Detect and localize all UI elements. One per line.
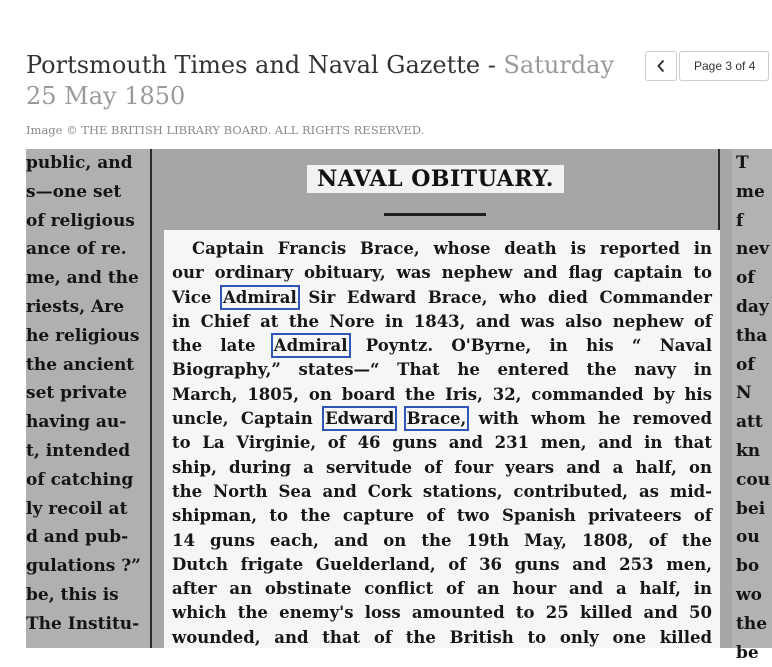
copyright-notice: Image © THE BRITISH LIBRARY BOARD. ALL RIGHTS RESERVED. — [26, 123, 425, 137]
search-hit-admiral[interactable]: Admiral — [273, 336, 348, 356]
line-rest: with whom he removed — [478, 409, 713, 429]
left-column-line: riests, Are — [26, 296, 125, 317]
left-column-line: s—one set — [26, 181, 122, 202]
article-body — [164, 230, 720, 650]
publication-name: Portsmouth Times and Naval Gazette — [26, 51, 481, 79]
article-line: March, 1805, on board the Iris, 32, commanded by his — [172, 384, 712, 404]
title-separator: - — [480, 51, 504, 79]
article-line: Dutch frigate Guelderland, of 36 guns and 253 men, — [172, 554, 712, 574]
line-prefix: the late — [172, 336, 256, 356]
right-column-line: wo — [736, 584, 762, 605]
article-line — [172, 334, 712, 358]
newspaper-scan[interactable] — [26, 149, 771, 663]
article-heading-band — [307, 165, 564, 193]
left-column-line: gulations ?” — [26, 556, 141, 577]
left-column-line: set private — [26, 383, 128, 404]
left-column-line: public, and — [26, 153, 133, 173]
right-column-line: the — [736, 613, 768, 634]
right-column-line: N — [736, 383, 752, 404]
line-prefix: uncle, Captain — [172, 409, 313, 429]
right-column-line: ou — [736, 527, 760, 548]
left-column-line: the ancient — [26, 354, 135, 375]
left-column-line: d and pub- — [26, 527, 129, 548]
article-line: which the enemy's loss amounted to 25 killed and 50 — [172, 603, 712, 623]
right-column-line: day — [736, 296, 769, 317]
page-title — [26, 50, 626, 112]
publication-date: Saturday 25 May 1850 — [26, 51, 615, 110]
article-line — [172, 407, 712, 431]
right-column-line: of — [736, 354, 755, 375]
line-rest: Poyntz. O'Byrne, in his “ Naval — [365, 336, 713, 356]
heading-rule — [384, 213, 486, 216]
article-line — [172, 286, 712, 310]
right-column-text — [732, 149, 772, 663]
right-column-line: tha — [736, 325, 768, 346]
right-column-line: of — [736, 268, 755, 289]
left-column-line: ance of re. — [26, 239, 127, 260]
article-line: to La Virginie, of 46 guns and 231 men, and in that — [172, 433, 712, 453]
article-highlight — [164, 230, 720, 648]
left-column-line: be, this is — [26, 584, 119, 605]
left-column-line: t, intended — [26, 440, 131, 461]
previous-page-button[interactable] — [645, 51, 677, 81]
left-column-line: of religious — [26, 210, 135, 231]
search-hit-brace[interactable]: Brace, — [406, 409, 467, 429]
right-column-line: T — [736, 153, 749, 173]
article-line: wounded, and that of the British to only one killed — [172, 627, 712, 647]
search-hit-admiral[interactable]: Admiral — [223, 287, 297, 307]
right-column-line: f — [736, 210, 744, 231]
left-column-line: ly recoil at — [26, 498, 128, 519]
chevron-left-icon — [656, 59, 666, 73]
article-heading: NAVAL OBITUARY. — [317, 166, 554, 192]
right-column-line: be — [736, 642, 759, 663]
article-line: Biography,” states—“ That he entered the navy in — [172, 360, 712, 380]
search-hit-edward[interactable]: Edward — [325, 409, 395, 429]
line-rest: Sir Edward Brace, who died Commander — [308, 287, 712, 307]
left-column-line: of catching — [26, 469, 134, 490]
left-column-line: having au- — [26, 412, 127, 433]
left-column-line: he religious — [26, 325, 140, 346]
right-column-line: nev — [736, 239, 770, 260]
article-line: after an obstinate conflict of an hour and a half, in — [172, 579, 712, 599]
article-line: our ordinary obituary, was nephew and flag captain to — [172, 263, 712, 283]
right-column-line: cou — [736, 469, 771, 490]
left-column-text — [26, 149, 150, 648]
article-line: shipman, to the capture of two Spanish privateers of — [172, 506, 712, 526]
article-line: Captain Francis Brace, whose death is reported in — [192, 239, 712, 258]
page-selector-button[interactable] — [679, 51, 769, 81]
right-column-line: bo — [736, 556, 760, 577]
article-line: 14 guns each, and on the 19th May, 1808, of the — [172, 530, 712, 550]
article-line: ship, during a servitude of four years and a half, on — [172, 457, 712, 477]
article-line: in Chief at the Nore in 1843, and was also nephew of — [172, 311, 712, 331]
column-divider-left — [150, 149, 152, 648]
left-column-line: The Institu- — [26, 613, 140, 634]
line-prefix: Vice — [172, 287, 212, 307]
page-indicator: Page 3 of 4 — [694, 59, 756, 73]
right-column-line: att — [736, 412, 763, 433]
right-column-line: kn — [736, 440, 761, 461]
right-column-line: bei — [736, 498, 766, 519]
left-column-line: me, and the — [26, 268, 139, 289]
right-column-line: me — [736, 181, 765, 202]
article-line: the North Sea and Cork stations, contributed, as mid- — [172, 481, 712, 501]
